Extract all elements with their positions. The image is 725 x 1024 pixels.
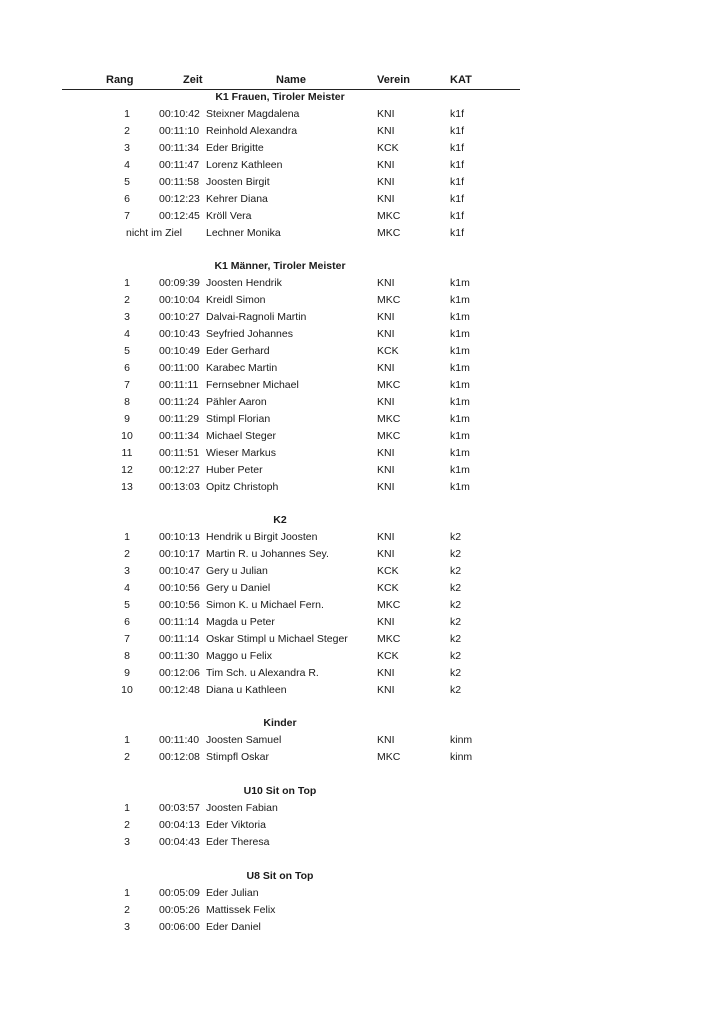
time-cell: 00:11:34 [159, 430, 200, 442]
result-row [0, 328, 725, 342]
rank-cell: 11 [121, 447, 133, 459]
rank-cell: 7 [124, 379, 130, 391]
category-cell: k1m [450, 345, 470, 357]
category-cell: k1f [450, 108, 465, 120]
name-cell: Gery u Julian [206, 565, 268, 577]
name-cell: Diana u Kathleen [206, 684, 287, 696]
time-cell: 00:05:26 [159, 904, 200, 916]
club-cell: KCK [377, 650, 399, 662]
club-cell: KCK [377, 142, 399, 154]
result-row [0, 210, 725, 224]
result-row [0, 565, 725, 579]
club-cell: KNI [377, 159, 395, 171]
rank-cell: 2 [124, 751, 130, 763]
time-cell: 00:10:56 [159, 582, 200, 594]
rank-cell: 9 [124, 667, 130, 679]
time-cell: 00:12:48 [159, 684, 200, 696]
result-row [0, 125, 725, 139]
header-verein: Verein [377, 74, 411, 86]
category-cell: k1m [450, 447, 470, 459]
club-cell: KNI [377, 311, 395, 323]
name-cell: Stimpl Florian [206, 413, 271, 425]
time-cell: 00:11:10 [159, 125, 200, 137]
time-cell: 00:06:00 [159, 921, 200, 933]
category-cell: k1m [450, 294, 470, 306]
rank-cell: 5 [124, 599, 130, 611]
name-cell: Magda u Peter [206, 616, 275, 628]
name-cell: Kreidl Simon [206, 294, 266, 306]
club-cell: KNI [377, 396, 395, 408]
club-cell: KNI [377, 616, 395, 628]
result-row [0, 633, 725, 647]
rank-cell: 2 [124, 819, 130, 831]
time-cell: 00:11:58 [159, 176, 200, 188]
rank-cell: 3 [124, 142, 130, 154]
result-row [0, 430, 725, 444]
time-cell: 00:10:27 [159, 311, 200, 323]
name-cell: Eder Daniel [206, 921, 261, 933]
rank-cell: 3 [124, 836, 130, 848]
category-cell: k1f [450, 193, 465, 205]
rank-cell: 2 [124, 294, 130, 306]
result-row [0, 904, 725, 918]
name-cell: Dalvai-Ragnoli Martin [206, 311, 307, 323]
header-rang: Rang [106, 74, 134, 86]
result-row [0, 751, 725, 765]
club-cell: KCK [377, 582, 399, 594]
category-cell: k2 [450, 650, 462, 662]
club-cell: MKC [377, 227, 401, 239]
name-cell: Karabec Martin [206, 362, 278, 374]
club-cell: KNI [377, 481, 395, 493]
time-cell: 00:10:43 [159, 328, 200, 340]
name-cell: Fernsebner Michael [206, 379, 299, 391]
category-cell: k1f [450, 159, 465, 171]
category-cell: k2 [450, 582, 462, 594]
name-cell: Eder Brigitte [206, 142, 264, 154]
rank-cell: 13 [121, 481, 133, 493]
rank-cell: 6 [124, 362, 130, 374]
club-cell: MKC [377, 430, 401, 442]
result-row [0, 176, 725, 190]
category-cell: k2 [450, 548, 462, 560]
name-cell: Mattissek Felix [206, 904, 276, 916]
time-cell: 00:11:00 [159, 362, 200, 374]
name-cell: Lorenz Kathleen [206, 159, 283, 171]
result-row [0, 311, 725, 325]
result-row [0, 447, 725, 461]
name-cell: Gery u Daniel [206, 582, 271, 594]
name-cell: Joosten Samuel [206, 734, 282, 746]
result-row [0, 548, 725, 562]
name-cell: Oskar Stimpl u Michael Steger [206, 633, 348, 645]
name-cell: Maggo u Felix [206, 650, 272, 662]
result-row [0, 345, 725, 359]
category-cell: kinm [450, 751, 473, 763]
category-cell: k1m [450, 481, 470, 493]
category-cell: k1m [450, 464, 470, 476]
time-cell: 00:10:49 [159, 345, 200, 357]
result-row [0, 836, 725, 850]
result-row [0, 599, 725, 613]
time-cell: 00:11:14 [159, 633, 200, 645]
category-cell: k2 [450, 616, 462, 628]
name-cell: Wieser Markus [206, 447, 277, 459]
name-cell: Huber Peter [206, 464, 263, 476]
club-cell: KCK [377, 345, 399, 357]
time-cell: 00:04:43 [159, 836, 200, 848]
result-row [0, 159, 725, 173]
category-cell: k1m [450, 277, 470, 289]
result-row [0, 396, 725, 410]
name-cell: Martin R. u Johannes Sey. [206, 548, 329, 560]
time-cell: 00:05:09 [159, 887, 200, 899]
rank-cell: 5 [124, 345, 130, 357]
time-cell: 00:11:51 [159, 447, 200, 459]
rank-cell: 6 [124, 193, 130, 205]
rank-cell: 1 [124, 531, 130, 543]
result-row [0, 108, 725, 122]
club-cell: KNI [377, 464, 395, 476]
result-row [0, 413, 725, 427]
time-cell: 00:03:57 [159, 802, 200, 814]
time-cell: 00:12:45 [159, 210, 200, 222]
time-cell: 00:11:47 [159, 159, 200, 171]
result-row [0, 819, 725, 833]
rank-cell: 7 [124, 633, 130, 645]
rank-cell: 5 [124, 176, 130, 188]
section-title: Kinder [263, 717, 297, 729]
club-cell: MKC [377, 210, 401, 222]
time-cell: 00:12:08 [159, 751, 200, 763]
category-cell: k1f [450, 176, 465, 188]
name-cell: Eder Gerhard [206, 345, 270, 357]
rank-cell: 1 [124, 277, 130, 289]
time-cell: 00:11:11 [159, 379, 199, 391]
result-row [0, 362, 725, 376]
category-cell: k1f [450, 227, 465, 239]
name-cell: Tim Sch. u Alexandra R. [206, 667, 319, 679]
rank-cell: nicht im Ziel [126, 227, 183, 239]
name-cell: Steixner Magdalena [206, 108, 300, 120]
rank-cell: 4 [124, 328, 130, 340]
name-cell: Kröll Vera [206, 210, 252, 222]
club-cell: KNI [377, 531, 395, 543]
name-cell: Stimpfl Oskar [206, 751, 270, 763]
result-row [0, 887, 725, 901]
rank-cell: 3 [124, 311, 130, 323]
category-cell: k2 [450, 633, 462, 645]
result-row [0, 142, 725, 156]
time-cell: 00:09:39 [159, 277, 200, 289]
result-row [0, 464, 725, 478]
club-cell: KNI [377, 734, 395, 746]
category-cell: k1m [450, 396, 470, 408]
name-cell: Kehrer Diana [206, 193, 268, 205]
rank-cell: 8 [124, 396, 130, 408]
result-row [0, 294, 725, 308]
result-row [0, 379, 725, 393]
rank-cell: 1 [124, 108, 130, 120]
result-row [0, 684, 725, 698]
section-title: K1 Männer, Tiroler Meister [214, 260, 346, 272]
name-cell: Michael Steger [206, 430, 277, 442]
rank-cell: 2 [124, 125, 130, 137]
club-cell: MKC [377, 599, 401, 611]
result-row [0, 227, 725, 241]
time-cell: 00:11:24 [159, 396, 200, 408]
section-title: U8 Sit on Top [246, 870, 314, 882]
category-cell: k1m [450, 413, 470, 425]
rank-cell: 1 [124, 734, 130, 746]
club-cell: MKC [377, 633, 401, 645]
rank-cell: 6 [124, 616, 130, 628]
header-kat: KAT [450, 74, 472, 86]
name-cell: Eder Theresa [206, 836, 270, 848]
result-row [0, 802, 725, 816]
rank-cell: 4 [124, 582, 130, 594]
category-cell: k1f [450, 210, 465, 222]
section-title: U10 Sit on Top [243, 785, 317, 797]
header-divider [62, 89, 520, 90]
name-cell: Eder Viktoria [206, 819, 266, 831]
club-cell: KNI [377, 447, 395, 459]
rank-cell: 2 [124, 548, 130, 560]
section-title: K2 [273, 514, 287, 526]
name-cell: Joosten Birgit [206, 176, 270, 188]
club-cell: KCK [377, 565, 399, 577]
result-row [0, 531, 725, 545]
category-cell: k1m [450, 311, 470, 323]
time-cell: 00:10:17 [159, 548, 200, 560]
rank-cell: 1 [124, 887, 130, 899]
time-cell: 00:13:03 [159, 481, 200, 493]
club-cell: MKC [377, 379, 401, 391]
time-cell: 00:11:14 [159, 616, 200, 628]
rank-cell: 12 [121, 464, 133, 476]
club-cell: KNI [377, 277, 395, 289]
club-cell: KNI [377, 548, 395, 560]
time-cell: 00:10:04 [159, 294, 200, 306]
name-cell: Opitz Christoph [206, 481, 279, 493]
name-cell: Reinhold Alexandra [206, 125, 298, 137]
time-cell: 00:10:13 [159, 531, 200, 543]
club-cell: KNI [377, 667, 395, 679]
result-row [0, 734, 725, 748]
rank-cell: 4 [124, 159, 130, 171]
club-cell: MKC [377, 751, 401, 763]
section-title: K1 Frauen, Tiroler Meister [215, 91, 345, 103]
time-cell: 00:11:29 [159, 413, 200, 425]
category-cell: k2 [450, 565, 462, 577]
result-row [0, 582, 725, 596]
rank-cell: 10 [121, 684, 133, 696]
category-cell: k1m [450, 328, 470, 340]
result-row [0, 193, 725, 207]
rank-cell: 2 [124, 904, 130, 916]
name-cell: Hendrik u Birgit Joosten [206, 531, 318, 543]
result-row [0, 667, 725, 681]
rank-cell: 8 [124, 650, 130, 662]
name-cell: Seyfried Johannes [206, 328, 293, 340]
time-cell: 00:11:34 [159, 142, 200, 154]
name-cell: Simon K. u Michael Fern. [206, 599, 324, 611]
club-cell: KNI [377, 328, 395, 340]
result-row [0, 650, 725, 664]
category-cell: k2 [450, 599, 462, 611]
rank-cell: 3 [124, 921, 130, 933]
rank-cell: 1 [124, 802, 130, 814]
club-cell: KNI [377, 125, 395, 137]
result-row [0, 481, 725, 495]
time-cell: 00:12:06 [159, 667, 200, 679]
club-cell: KNI [377, 684, 395, 696]
club-cell: KNI [377, 193, 395, 205]
time-cell: 00:10:56 [159, 599, 200, 611]
category-cell: k2 [450, 667, 462, 679]
rank-cell: 7 [124, 210, 130, 222]
result-row [0, 277, 725, 291]
name-cell: Joosten Hendrik [206, 277, 282, 289]
category-cell: k1m [450, 362, 470, 374]
club-cell: MKC [377, 294, 401, 306]
category-cell: kinm [450, 734, 473, 746]
name-cell: Eder Julian [206, 887, 259, 899]
rank-cell: 3 [124, 565, 130, 577]
club-cell: KNI [377, 176, 395, 188]
result-row [0, 921, 725, 935]
time-cell: 00:10:47 [159, 565, 200, 577]
time-cell: 00:12:23 [159, 193, 200, 205]
header-zeit: Zeit [183, 74, 203, 86]
time-cell: 00:11:40 [159, 734, 200, 746]
category-cell: k2 [450, 531, 462, 543]
time-cell: 00:12:27 [159, 464, 200, 476]
name-cell: Lechner Monika [206, 227, 281, 239]
category-cell: k2 [450, 684, 462, 696]
category-cell: k1m [450, 430, 470, 442]
club-cell: KNI [377, 108, 395, 120]
category-cell: k1f [450, 142, 465, 154]
category-cell: k1m [450, 379, 470, 391]
category-cell: k1f [450, 125, 465, 137]
time-cell: 00:04:13 [159, 819, 200, 831]
result-row [0, 616, 725, 630]
rank-cell: 10 [121, 430, 133, 442]
name-cell: Joosten Fabian [206, 802, 278, 814]
club-cell: KNI [377, 362, 395, 374]
time-cell: 00:10:42 [159, 108, 200, 120]
name-cell: Pähler Aaron [206, 396, 267, 408]
rank-cell: 9 [124, 413, 130, 425]
header-name: Name [276, 74, 306, 86]
club-cell: MKC [377, 413, 401, 425]
time-cell: 00:11:30 [159, 650, 200, 662]
